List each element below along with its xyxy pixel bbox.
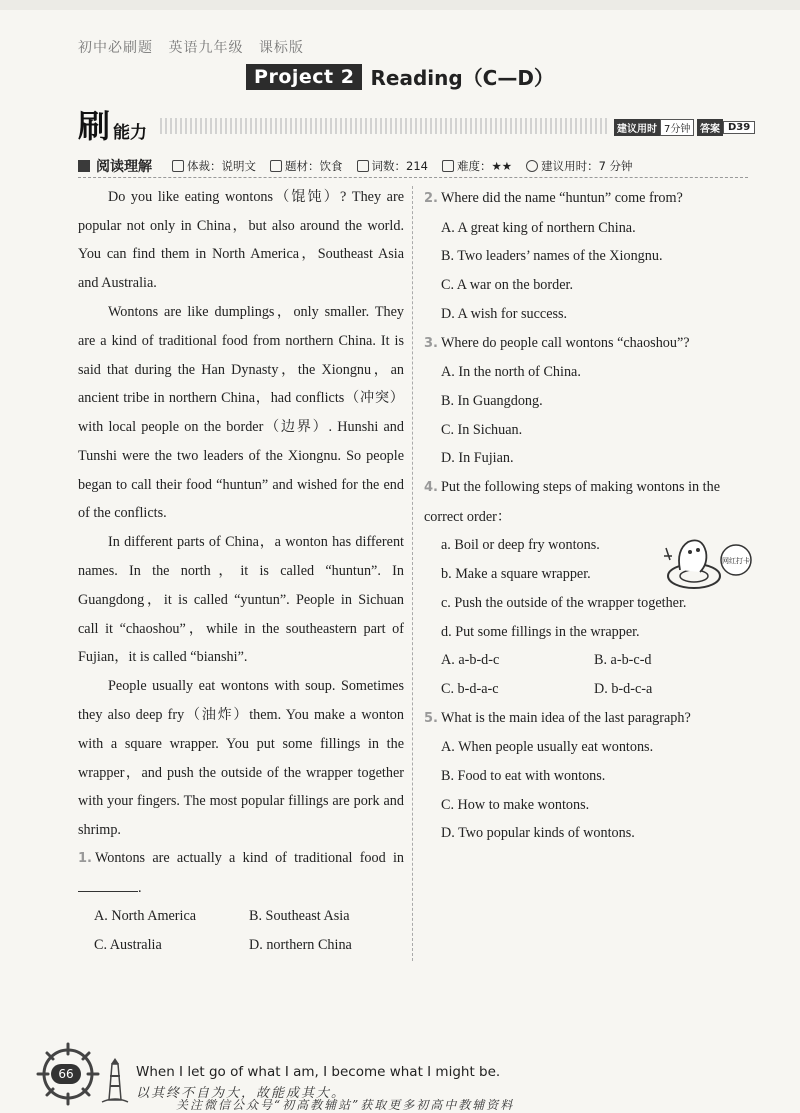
q2-option-c[interactable]: C. A war on the border. <box>441 277 574 294</box>
motto-chinese: 以其终不自为大，故能成其大。 <box>136 1086 347 1101</box>
cartoon-speech-text: 网红打卡 <box>722 557 750 565</box>
time-info <box>526 158 632 174</box>
q2-option-b[interactable]: B. Two leaders’ names of the Xiongnu. <box>441 248 663 265</box>
time-text: 建议用时：7 分钟 <box>541 159 633 173</box>
q3-option-b[interactable]: B. In Guangdong. <box>441 392 543 409</box>
q2-text: Where did the name “huntun” come from? <box>440 190 683 206</box>
section-title: 阅读理解 <box>96 159 152 175</box>
q1-text-b: . <box>138 879 142 896</box>
question-1 <box>78 844 404 959</box>
clock-icon <box>526 160 538 172</box>
project-badge: Project 2 <box>246 64 362 90</box>
genre-text: 体裁：说明文 <box>187 159 256 173</box>
q4-number: 4. <box>424 480 438 496</box>
time-label: 建议用时 <box>614 119 660 136</box>
q5-text: What is the main idea of the last paragraph? <box>440 709 691 726</box>
question-2 <box>424 184 754 329</box>
question-3 <box>424 329 754 474</box>
q4-text: Put the following steps of making wontons in the correct order： <box>424 479 720 525</box>
q4-options-row-1 <box>424 646 754 675</box>
chart-icon <box>442 160 454 172</box>
paragraph-3: In different parts of China，a wonton has different names. In the north，it is called “huntun”. In Guangdong，it is called “yuntun”. People in Sichuan call it “chaoshou”，while in the southeastern part of Fujian，it is called “bianshi”. <box>78 534 404 666</box>
q4-step-d: d. Put some fillings in the wrapper. <box>441 623 640 640</box>
genre-icon <box>172 160 184 172</box>
q5-number: 5. <box>424 710 438 726</box>
paragraph-4: People usually eat wontons with soup. Sometimes they also deep fry（油炸）them. You make a wonton with a square wrapper. You put some fillings in the wrapper，and push the outside of the wrapper together with your fingers. The most popular fillings are pork and shrimp. <box>78 678 404 838</box>
q4-option-c[interactable]: C. b-d-a-c <box>441 680 499 697</box>
paragraph-1: Do you like eating wontons（馄饨）? They are popular not only in China，but also around the world. You can find them in North America，Southeast Asia and Australia. <box>78 189 404 292</box>
section-square-icon <box>78 160 90 172</box>
q1-option-a[interactable]: A. North America <box>94 908 197 925</box>
questions-right-column <box>424 184 754 848</box>
pen-icon <box>357 160 369 172</box>
difficulty-text: 难度：★★ <box>456 159 513 173</box>
time-value: 7分钟 <box>660 119 694 136</box>
column-divider <box>412 186 413 961</box>
q5-option-a[interactable]: A. When people usually eat wontons. <box>441 739 654 756</box>
q4-step-b: b. Make a square wrapper. <box>441 566 591 583</box>
q1-number: 1. <box>78 851 92 866</box>
topic-info <box>270 158 343 174</box>
cartoon-illustration <box>662 530 752 598</box>
page-number: 66 <box>51 1064 81 1084</box>
genre-info <box>172 158 256 174</box>
q4-option-d[interactable]: D. b-d-c-a <box>594 680 653 697</box>
lighthouse-icon <box>100 1056 130 1106</box>
q1-option-c[interactable]: C. Australia <box>94 936 162 953</box>
q4-step-c: c. Push the outside of the wrapper together. <box>441 594 687 611</box>
words-info <box>357 158 428 174</box>
paragraph-2: Wontons are like dumplings，only smaller. They are a kind of traditional food from northern China. It is said that during the Han Dynasty，the Xiongnu，an ancient tribe in northern China，had conflicts（冲突）with local people on the border（边界）. Hunshi and Tunshi were the two leaders of the Xiongnu. So people began to call their food “huntun” and wished for the end of the conflicts. <box>78 304 404 522</box>
q3-text: Where do people call wontons “chaoshou”? <box>440 334 690 351</box>
topic-icon <box>270 160 282 172</box>
section-divider <box>78 177 748 178</box>
page-title <box>0 62 800 91</box>
q1-stem <box>78 844 404 902</box>
q1-option-b[interactable]: B. Southeast Asia <box>249 908 350 925</box>
difficulty-info <box>442 158 512 174</box>
question-5 <box>424 704 754 849</box>
top-strip <box>0 0 800 10</box>
q4-options-row-2 <box>424 675 754 704</box>
decor-stripe <box>160 118 608 134</box>
q3-option-c[interactable]: C. In Sichuan. <box>441 421 523 438</box>
ability-label: 能力 <box>113 123 147 143</box>
brush-mark: 刷 <box>78 107 111 145</box>
q1-blank[interactable] <box>78 877 138 892</box>
q1-options-row-2 <box>78 931 404 960</box>
answer-label: 答案 <box>697 119 723 136</box>
q5-option-c[interactable]: C. How to make wontons. <box>441 796 590 813</box>
q5-option-b[interactable]: B. Food to eat with wontons. <box>441 768 606 785</box>
q3-option-d[interactable]: D. In Fujian. <box>441 450 514 467</box>
edition-name: 课标版 <box>258 40 304 56</box>
q1-option-d[interactable]: D. northern China <box>249 936 352 953</box>
series-name: 初中必刷题 <box>78 40 153 56</box>
grade-name: 英语九年级 <box>168 40 244 56</box>
lesson-title: Reading（C—D） <box>370 66 554 90</box>
motto-english: When I let go of what I am, I become what I might be. <box>136 1064 501 1080</box>
answer-page: D39 <box>723 121 755 134</box>
q3-number: 3. <box>424 335 438 351</box>
words-text: 词数：214 <box>371 159 428 173</box>
suggested-time-badge <box>614 119 694 136</box>
section-bar <box>78 156 748 176</box>
q4-option-a[interactable]: A. a-b-d-c <box>441 652 500 669</box>
q1-options-row-1 <box>78 902 404 931</box>
q2-option-a[interactable]: A. A great king of northern China. <box>441 219 636 236</box>
wechat-notice: 关注微信公众号“初高教辅站”获取更多初高中教辅资料 <box>176 1098 515 1112</box>
q1-text-a: Wontons are actually a kind of traditional food in <box>94 850 404 866</box>
book-header <box>78 37 314 57</box>
q2-option-d[interactable]: D. A wish for success. <box>441 305 568 322</box>
q2-number: 2. <box>424 191 438 206</box>
q3-option-a[interactable]: A. In the north of China. <box>441 364 581 381</box>
q5-option-d[interactable]: D. Two popular kinds of wontons. <box>441 825 635 842</box>
topic-text: 题材：饮食 <box>285 159 343 173</box>
q4-option-b[interactable]: B. a-b-c-d <box>594 652 652 669</box>
reading-passage <box>78 183 404 845</box>
q4-step-a: a. Boil or deep fry wontons. <box>441 537 600 554</box>
answer-badge <box>697 119 755 136</box>
